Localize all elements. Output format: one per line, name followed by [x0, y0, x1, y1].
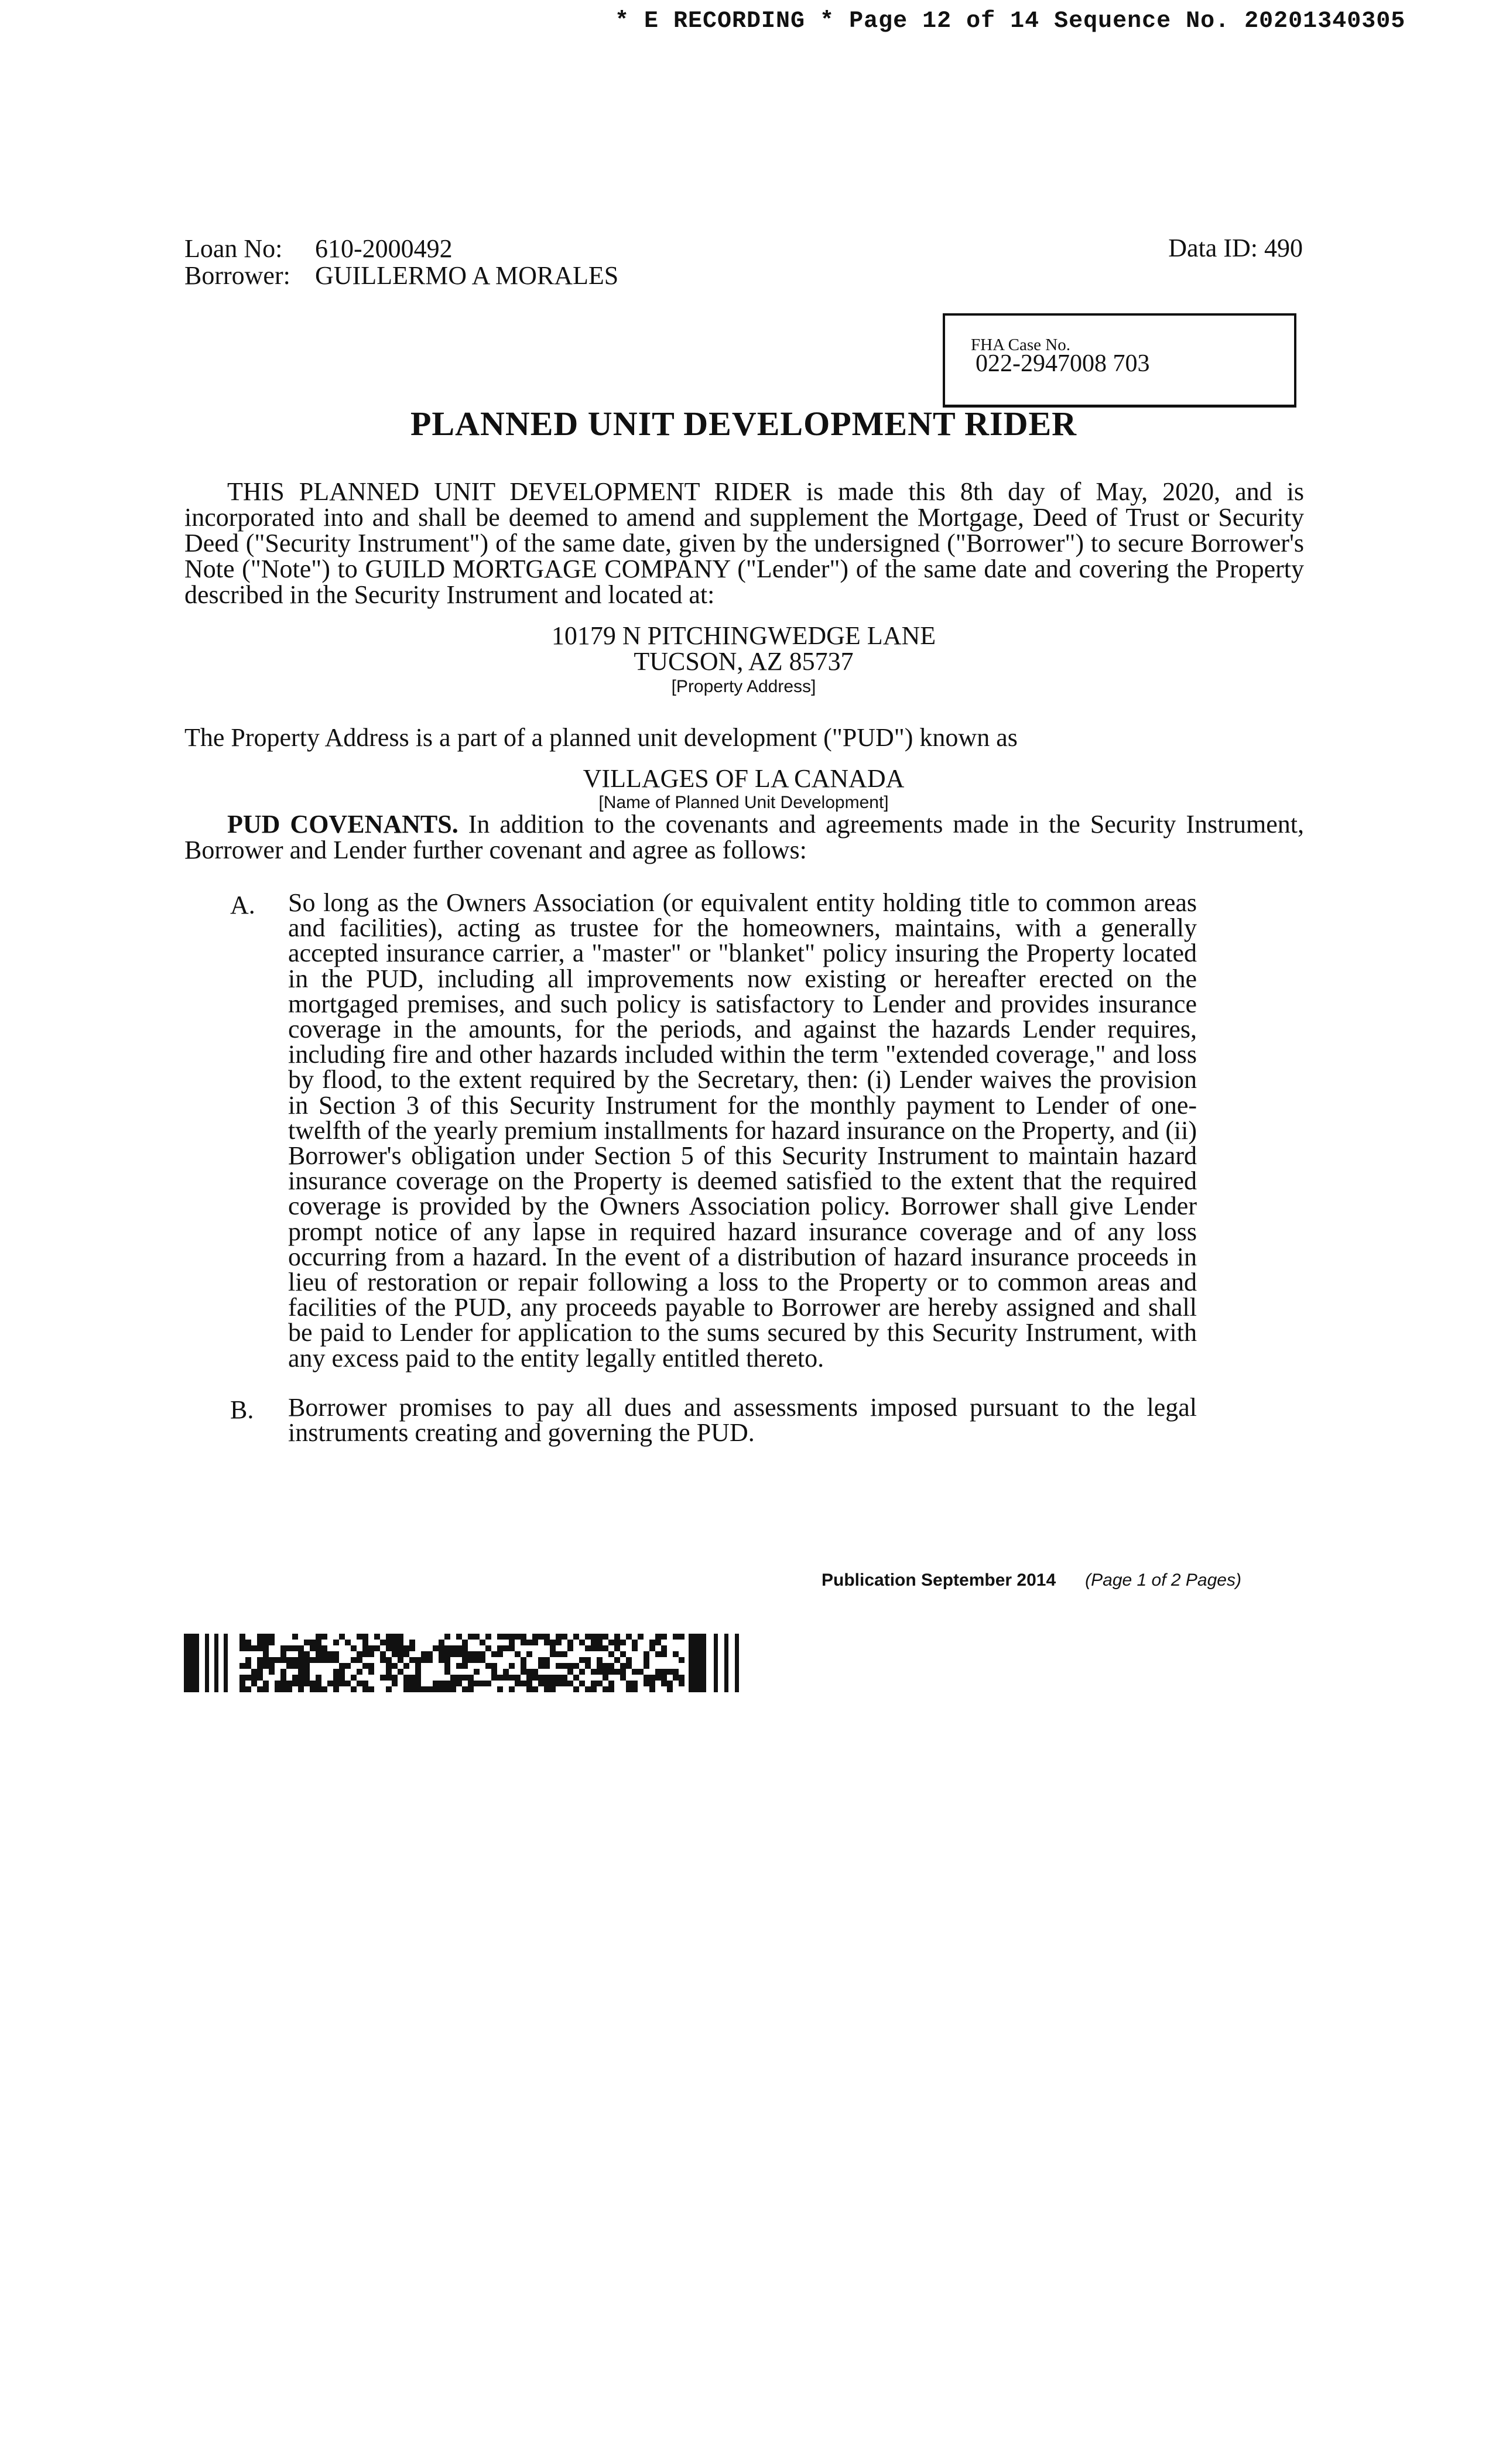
- pud-name: VILLAGES OF LA CANADA: [583, 764, 905, 793]
- property-address-caption: [Property Address]: [671, 677, 816, 696]
- page-count: (Page 1 of 2 Pages): [1085, 1570, 1241, 1590]
- pud-covenants-intro: In addition to the covenants and agreements made in the Security Instrument, Borrower and Lender further covenant and agree as follows:: [184, 810, 1304, 864]
- publication-date: Publication September 2014: [822, 1570, 1056, 1590]
- loan-number-label: Loan No:: [184, 234, 283, 263]
- intro-paragraph: THIS PLANNED UNIT DEVELOPMENT RIDER is made this 8th day of May, 2020, and is incorporated into and shall be deemed to amend and supplement the Mortgage, Deed of Trust or Security Deed ("Security Instrument") of the same date, given by the undersigned ("Borrower") to secure Borrower's Note ("Note") to GUILD MORTGAGE COMPANY ("Lender") of the same date and covering the Property described in the Security Instrument and located at:: [184, 477, 1304, 609]
- covenant-a-letter: A.: [230, 891, 255, 919]
- borrower-value: GUILLERMO A MORALES: [315, 261, 619, 290]
- covenant-a-text: So long as the Owners Association (or equivalent entity holding title to common areas and facilities), acting as trustee for the homeowners, maintains, with a generally accepted insurance carrier, a "master" or "blanket" policy insuring the Property located in the PUD, including all improvements now existing or hereafter erected on the mortgaged premises, and such policy is satisfactory to Lender and provides insurance coverage in the amounts, for the periods, and against the hazards Lender requires, including fire and other hazards included within the term "extended coverage," and loss by flood, to the extent required by the Secretary, then: (i) Lender waives the provision in Section 3 of this Security Instrument for the monthly payment to Lender of one-twelfth of the yearly premium installments for hazard insurance on the Property, and (ii) Borrower's obligation under Section 5 of this Security Instrument to maintain hazard insurance coverage on the Property is deemed satisfied to the extent that the required coverage is provided by the Owners Association policy. Borrower shall give Lender prompt notice of any lapse in required hazard insurance coverage and of any loss occurring from a hazard. In the event of a distribution of hazard insurance proceeds in lieu of restoration or repair following a loss to the Property or to common areas and facilities of the PUD, any proceeds payable to Borrower are hereby assigned and shall be paid to Lender for application to the sums secured by this Security Instrument, with any excess paid to the entity legally entitled thereto.: [288, 888, 1197, 1373]
- property-address-line1: 10179 N PITCHINGWEDGE LANE: [551, 621, 936, 650]
- pud-known-as: The Property Address is a part of a planned unit development ("PUD") known as: [184, 723, 1018, 752]
- borrower-row: [184, 262, 618, 289]
- pud-name-caption: [Name of Planned Unit Development]: [598, 793, 889, 812]
- covenant-b-letter: B.: [230, 1395, 254, 1424]
- fha-case-box: [943, 313, 1296, 408]
- loan-number-value: 610-2000492: [315, 234, 453, 263]
- publication-footer: [822, 1570, 1241, 1590]
- document-title: PLANNED UNIT DEVELOPMENT RIDER: [410, 405, 1077, 443]
- loan-info: [184, 235, 618, 289]
- barcode-image: [184, 1634, 769, 1692]
- pud-covenants-paragraph: [184, 812, 1304, 863]
- pud-covenants-heading: PUD COVENANTS.: [227, 810, 458, 839]
- borrower-label: Borrower:: [184, 261, 290, 290]
- covenant-b-text: Borrower promises to pay all dues and assessments imposed pursuant to the legal instruments creating and governing the PUD.: [288, 1393, 1197, 1447]
- fha-case-number: 022-2947008 703: [976, 350, 1150, 377]
- recording-header: * E RECORDING * Page 12 of 14 Sequence No. 20201340305: [615, 8, 1406, 35]
- property-address-line2: TUCSON, AZ 85737: [634, 647, 854, 676]
- loan-number-row: [184, 235, 618, 262]
- data-id: Data ID: 490: [1168, 234, 1303, 262]
- fha-case-label: FHA Case No.: [971, 336, 1070, 354]
